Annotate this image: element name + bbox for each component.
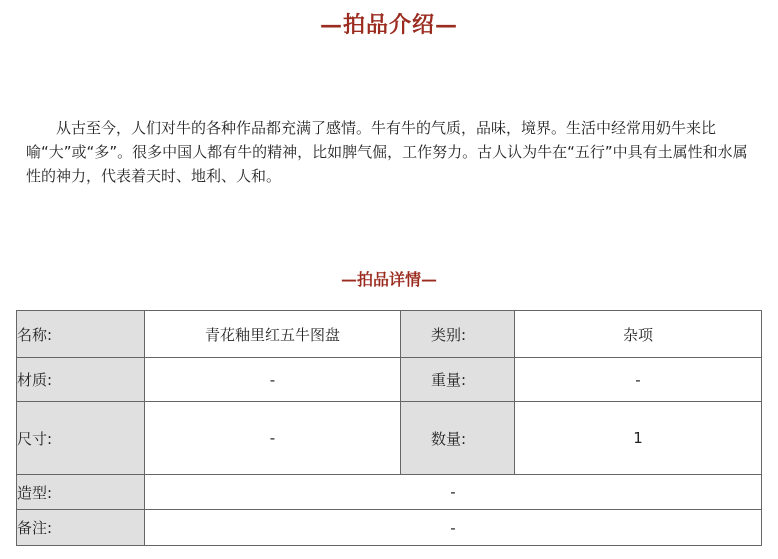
- details-title: —拍品详情—: [340, 270, 437, 289]
- weight-label: 重量:: [401, 358, 515, 402]
- notes-value: -: [145, 510, 762, 546]
- quantity-label: 数量:: [401, 402, 515, 475]
- category-value: 杂项: [515, 311, 762, 358]
- size-value: -: [145, 402, 401, 475]
- size-label: 尺寸:: [17, 402, 145, 475]
- material-value: -: [145, 358, 401, 402]
- table-row: [17, 311, 762, 358]
- table-row: [17, 510, 762, 546]
- shape-value: -: [145, 475, 762, 510]
- table-row: [17, 358, 762, 402]
- material-label: 材质:: [17, 358, 145, 402]
- notes-label: 备注:: [17, 510, 145, 546]
- name-value: 青花釉里红五牛图盘: [145, 311, 401, 358]
- table-row: [17, 402, 762, 475]
- table-row: [17, 475, 762, 510]
- name-label: 名称:: [17, 311, 145, 358]
- shape-label: 造型:: [17, 475, 145, 510]
- quantity-value: 1: [515, 402, 762, 475]
- category-label: 类别:: [401, 311, 515, 358]
- intro-body: 从古至今，人们对牛的各种作品都充满了感情。牛有牛的气质，品味，境界。生活中经常用奶牛来比喻“大”或“多”。很多中国人都有牛的精神，比如脾气倔，工作努力。古人认为牛在“五行”中具有土属性和水属性的神力，代表着天时、地利、人和。: [26, 119, 748, 185]
- details-table: [16, 310, 762, 546]
- weight-value: -: [515, 358, 762, 402]
- intro-title: —拍品介绍—: [319, 12, 458, 38]
